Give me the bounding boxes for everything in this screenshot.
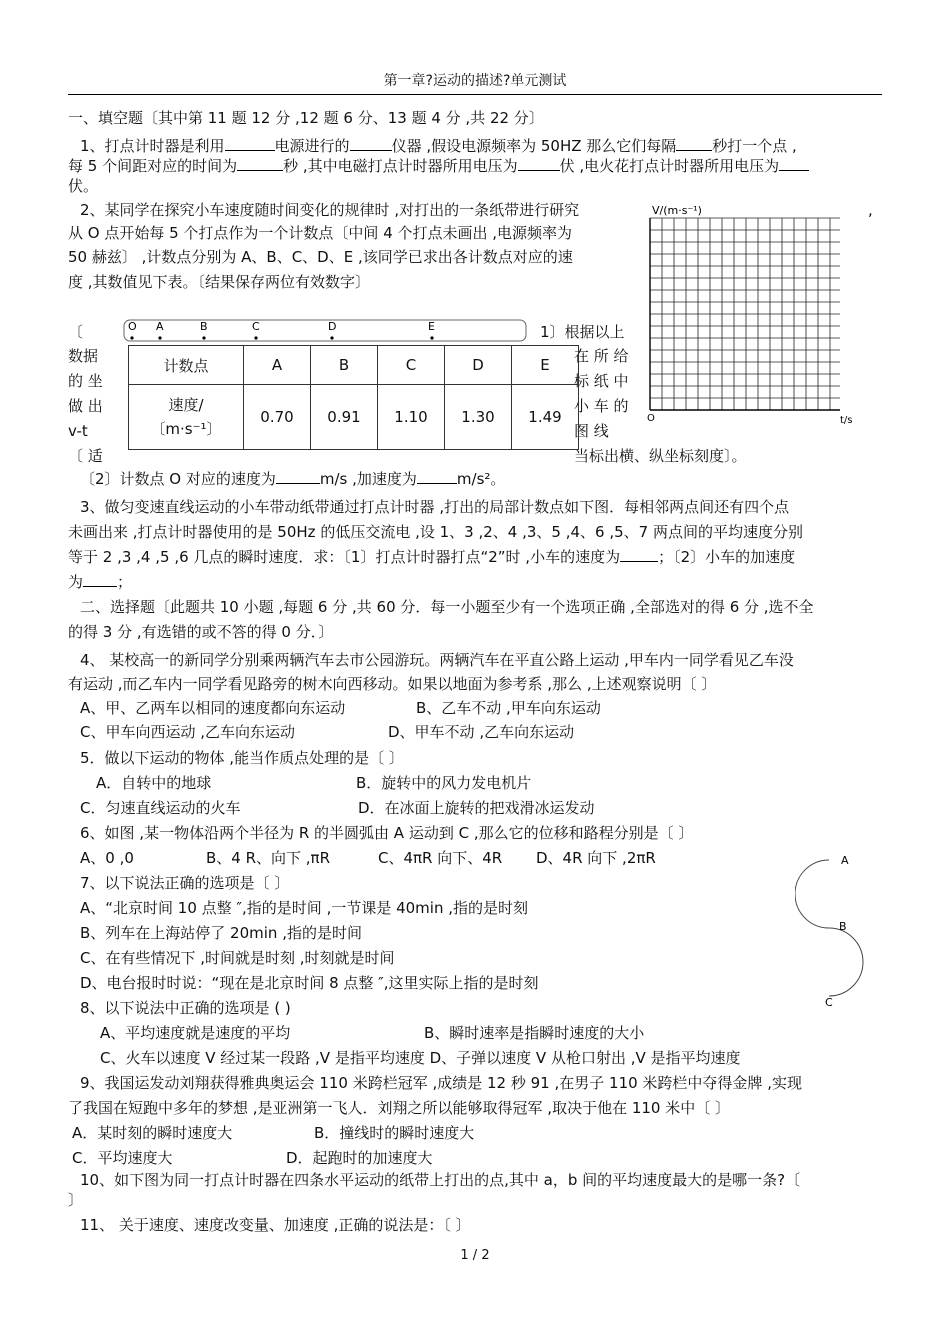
q10-line-2: 〕: [68, 1191, 84, 1209]
answer-blank: [276, 469, 320, 484]
q2-side-left-3: 做 出: [68, 397, 103, 415]
q8-option-b: B、瞬时速率是指瞬时速度的大小: [424, 1024, 645, 1042]
point-label-a: A: [841, 854, 849, 867]
x-axis-label: t/s: [840, 415, 853, 426]
q2-part1-label: 1〕根据以上: [540, 323, 625, 341]
q2-line-4: 度 ,其数值见下表。〔结果保存两位有效数字〕: [68, 273, 371, 291]
q8-option-a: A、平均速度就是速度的平均: [100, 1024, 291, 1042]
table-header-cell: E: [512, 346, 579, 385]
tape-point-label: D: [328, 320, 337, 333]
q3-line-1: 3、做匀变速直线运动的小车带动纸带通过打点计时器 ,打出的局部计数点如下图．每相邻两点间还有四个点: [80, 498, 790, 516]
q2-side-right-2: 标 纸 中: [574, 372, 629, 390]
q10-line-1: 10、如下图为同一打点计时器在四条水平运动的纸带上打出的点,其中 a，b 间的平均速度最大的是哪一条?〔: [80, 1171, 801, 1189]
q3-text: ；〔2〕小车的加速度: [658, 548, 796, 566]
q6-option-a: A、0 ,0: [80, 849, 134, 867]
q1-text: 秒 ,其中电磁打点计时器所用电压为: [283, 157, 518, 175]
table-header-cell: B: [311, 346, 378, 385]
q5-option-d: D．在冰面上旋转的把戏滑冰运发动: [358, 799, 595, 817]
section-1-title: 一、填空题〔其中第 11 题 12 分 ,12 题 6 分、13 题 4 分 ,共 22 分〕: [68, 109, 544, 127]
row-label-line-2: 〔m·s⁻¹〕: [150, 420, 222, 438]
q9-option-c: C．平均速度大: [72, 1149, 173, 1167]
upper-semicircle: [795, 860, 829, 928]
q1-text: 仪器 ,假设电源频率为 50HZ 那么它们每隔: [391, 137, 677, 155]
q2-side-left-4: v-t: [68, 422, 88, 440]
tape-point-label: A: [156, 320, 164, 333]
answer-blank: [417, 469, 457, 484]
table-cell: 1.30: [445, 385, 512, 450]
q2-part2: [80, 469, 505, 490]
answer-blank: [518, 156, 560, 171]
q2-side-left-5: 〔 适: [68, 447, 103, 465]
page-number: 1 / 2: [460, 1248, 490, 1263]
tape-dot: [254, 336, 257, 339]
q1-line-2: [68, 156, 809, 177]
tape-point-label: E: [428, 320, 435, 333]
q6-option-d: D、4R 向下 ,2πR: [536, 849, 656, 867]
q4-line-2: 有运动 ,而乙车内一同学看见路旁的树木向西移动。如果以地面为参考系 ,那么 ,上述观察说明〔 〕: [68, 675, 717, 693]
q1-text: 每 5 个间距对应的时间为: [68, 157, 238, 175]
table-cell: 1.10: [378, 385, 445, 450]
q4-option-d: D、甲车不动 ,乙车向东运动: [388, 723, 575, 741]
q2-line-1: 2、某同学在探究小车速度随时间变化的规律时 ,对打出的一条纸带进行研究: [80, 201, 580, 219]
tape-dot: [158, 336, 161, 339]
q3-line-2: 未画出来 ,打点计时器使用的是 50Hz 的低压交流电 ,设 1、3 ,2、4 ,3、5 ,4、6 ,5、7 两点间的平均速度分别: [68, 523, 803, 541]
q5-option-c: C．匀速直线运动的火车: [80, 799, 241, 817]
tape-dot: [202, 336, 205, 339]
vt-graph-grid: [644, 202, 869, 427]
q1-line-1: [80, 136, 797, 157]
table-header-cell: D: [445, 346, 512, 385]
point-label-c: C: [825, 996, 833, 1009]
q2-line-2: 从 O 点开始每 5 个打点作为一个计数点〔中间 4 个打点未画出 ,电源频率为: [68, 224, 573, 242]
section-2-note: 的得 3 分 ,有选错的或不答的得 0 分．〕: [68, 623, 334, 641]
lower-semicircle: [829, 928, 863, 996]
row-label-line-1: 速度/: [168, 396, 204, 414]
section-2-title: 二、选择题〔此题共 10 小题 ,每题 6 分 ,共 60 分．每一小题至少有一个选项正确 ,全部选对的得 6 分 ,选不全: [80, 598, 814, 616]
q7-option-b: B、列车在上海站停了 20min ,指的是时间: [80, 924, 362, 942]
tape-dot: [330, 336, 333, 339]
q2-side-left-1: 数据: [68, 347, 99, 365]
speed-table: [128, 345, 579, 450]
point-label-b: B: [839, 920, 847, 933]
q2-side-left-2: 的 坐: [68, 372, 103, 390]
answer-blank: [83, 572, 117, 587]
q6-stem: 6、如图 ,某一物体沿两个半径为 R 的半圆弧由 A 运动到 C ,那么它的位移和路程分别是〔 〕: [80, 824, 694, 842]
semicircle-path-diagram: [795, 850, 865, 1010]
answer-blank: [237, 156, 283, 171]
q9-line-1: 9、我国运发动刘翔获得雅典奥运会 110 米跨栏冠军 ,成绩是 12 秒 91 ,在男子 110 米跨栏中夺得金牌 ,实现: [80, 1074, 802, 1092]
y-axis-label: V/(m·s⁻¹): [652, 204, 702, 217]
q8-stem: 8、以下说法中正确的选项是 ( ): [80, 999, 291, 1017]
page-header: 第一章?运动的描述?单元测试: [383, 73, 567, 89]
answer-blank: [225, 136, 275, 151]
q2-side-right-1: 在 所 给: [574, 347, 629, 365]
paper-tape-diagram: [122, 318, 530, 344]
tape-dot: [430, 336, 433, 339]
q2-line-3: 50 赫兹〕 ,计数点分别为 A、B、C、D、E ,该同学已求出各计数点对应的速: [68, 248, 573, 266]
q7-stem: 7、以下说法正确的选项是〔 〕: [80, 874, 290, 892]
table-cell: 0.70: [244, 385, 311, 450]
q5-option-b: B．旋转中的风力发电机片: [356, 774, 532, 792]
q7-option-a: A、“北京时间 10 点整 ″,指的是时间 ,一节课是 40min ,指的是时刻: [80, 899, 529, 917]
q9-line-2: 了我国在短跑中多年的梦想 ,是亚洲第一飞人．刘翔之所以能够取得冠军 ,取决于他在 110 米中〔 〕: [68, 1099, 731, 1117]
q1-text: 秒打一个点 ,: [712, 137, 797, 155]
tape-point-label: O: [128, 320, 137, 333]
table-row: [129, 346, 579, 385]
answer-blank: [350, 136, 392, 151]
q7-option-c: C、在有些情况下 ,时间就是时刻 ,时刻就是时间: [80, 949, 395, 967]
q7-option-d: D、电台报时时说：“现在是北京时间 8 点整 ″,这里实际上指的是时刻: [80, 974, 539, 992]
table-header-cell: 计数点: [129, 346, 244, 385]
q2-text: m/s ,加速度为: [319, 470, 417, 488]
table-cell: 0.91: [311, 385, 378, 450]
q8-option-cd: C、火车以速度 V 经过某一段路 ,V 是指平均速度 D、子弹以速度 V 从枪口射出 ,V 是指平均速度: [100, 1049, 741, 1067]
table-cell: 1.49: [512, 385, 579, 450]
answer-blank: [676, 136, 712, 151]
q3-line-4: [68, 572, 132, 593]
tape-dot: [130, 336, 133, 339]
origin-label: O: [647, 413, 655, 424]
q2-text: 〔2〕计数点 O 对应的速度为: [80, 470, 276, 488]
q4-option-a: A、甲、乙两车以相同的速度都向东运动: [80, 699, 346, 717]
q2-text: m/s²。: [456, 470, 506, 488]
q4-line-1: 4、 某校高一的新同学分别乘两辆汽车去市公园游玩。两辆汽车在平直公路上运动 ,甲车内一同学看见乙车没: [80, 651, 794, 669]
q3-text: ；: [117, 573, 133, 591]
q4-option-c: C、甲车向西运动 ,乙车向东运动: [80, 723, 296, 741]
q2-side-right-4: 图 线: [574, 422, 609, 440]
q1-text: 电源进行的: [274, 137, 350, 155]
graph-grid-lines: [650, 218, 840, 410]
table-header-cell: C: [378, 346, 445, 385]
q11-stem: 11、 关于速度、速度改变量、加速度 ,正确的说法是：〔 〕: [80, 1216, 471, 1234]
q6-option-b: B、4 R、向下 ,πR: [206, 849, 331, 867]
q4-option-b: B、乙车不动 ,甲车向东运动: [416, 699, 601, 717]
q5-option-a: A．自转中的地球: [96, 774, 212, 792]
q2-side-right-3: 小 车 的: [574, 397, 629, 415]
table-row-label: [129, 385, 244, 450]
q2-side-right-5: 当标出横、纵坐标刻度〕。: [574, 447, 747, 465]
q2-comma: ,: [868, 201, 873, 219]
q1-text: 伏 ,电火花打点计时器所用电压为: [559, 157, 780, 175]
q9-option-d: D．起跑时的加速度大: [286, 1149, 433, 1167]
q9-option-a: A．某时刻的瞬时速度大: [72, 1124, 233, 1142]
q1-line-3: 伏。: [68, 177, 99, 195]
table-header-cell: A: [244, 346, 311, 385]
q2-paren: 〔: [68, 323, 84, 341]
tape-point-label: C: [252, 320, 260, 333]
q1-text: 1、打点计时器是利用: [80, 137, 225, 155]
q3-text: 等于 2 ,3 ,4 ,5 ,6 几点的瞬时速度．求：〔1〕打点计时器打点“2”时 ,小车的速度为: [68, 548, 621, 566]
q6-option-c: C、4πR 向下、4R: [378, 849, 503, 867]
answer-blank: [620, 547, 658, 562]
q5-stem: 5．做以下运动的物体 ,能当作质点处理的是〔 〕: [80, 749, 404, 767]
q3-line-3: [68, 547, 795, 568]
header-rule: [68, 94, 882, 95]
tape-outline: [124, 320, 526, 341]
q9-option-b: B．撞线时的瞬时速度大: [314, 1124, 475, 1142]
table-row: [129, 385, 579, 450]
tape-point-label: B: [200, 320, 208, 333]
answer-blank: [779, 156, 809, 171]
q3-text: 为: [68, 573, 84, 591]
